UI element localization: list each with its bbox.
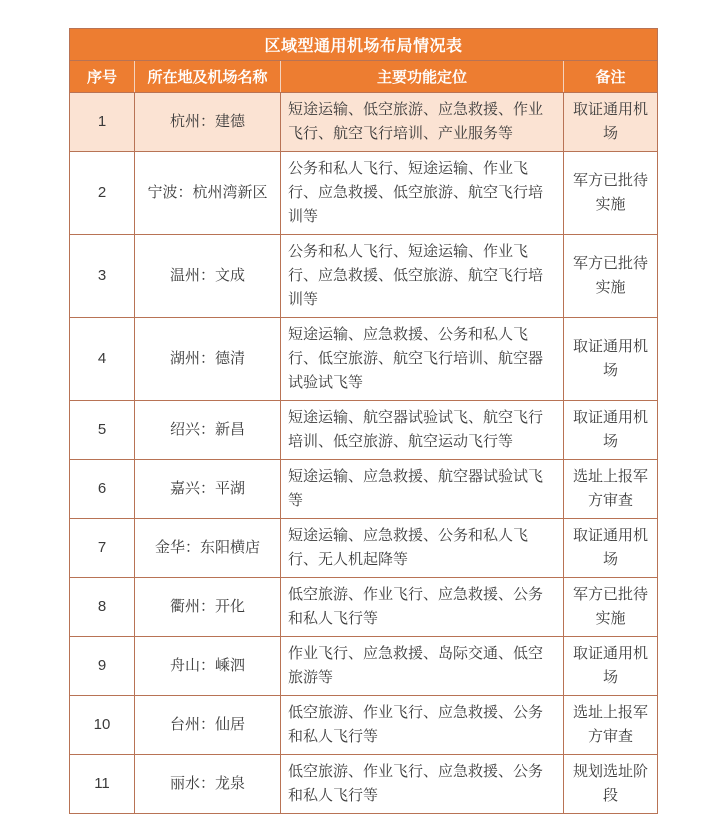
- airport-name-cell: 金华：东阳横店: [134, 519, 280, 578]
- function-cell: 作业飞行、应急救援、岛际交通、低空旅游等: [280, 637, 563, 696]
- col-header-function: 主要功能定位: [280, 61, 563, 93]
- table-title: 区域型通用机场布局情况表: [69, 29, 657, 61]
- row-index-cell: 7: [69, 519, 134, 578]
- remark-cell: 取证通用机场: [563, 637, 657, 696]
- airport-name-cell: 湖州：德清: [134, 318, 280, 401]
- airport-table: [69, 28, 658, 814]
- col-header-location: 所在地及机场名称: [134, 61, 280, 93]
- remark-cell: 选址上报军方审查: [563, 460, 657, 519]
- row-index-cell: 6: [69, 460, 134, 519]
- remark-cell: 取证通用机场: [563, 401, 657, 460]
- title-row: [69, 29, 657, 61]
- airport-name-cell: 舟山：嵊泗: [134, 637, 280, 696]
- remark-cell: 军方已批待实施: [563, 578, 657, 637]
- function-cell: 短途运输、应急救援、公务和私人飞行、低空旅游、航空飞行培训、航空器试验试飞等: [280, 318, 563, 401]
- row-index-cell: 8: [69, 578, 134, 637]
- airport-name-cell: 台州：仙居: [134, 696, 280, 755]
- function-cell: 低空旅游、作业飞行、应急救援、公务和私人飞行等: [280, 578, 563, 637]
- table-row: [69, 401, 657, 460]
- row-index-cell: 4: [69, 318, 134, 401]
- table-row: [69, 152, 657, 235]
- row-index-cell: 11: [69, 755, 134, 814]
- remark-cell: 选址上报军方审查: [563, 696, 657, 755]
- row-index-cell: 2: [69, 152, 134, 235]
- function-cell: 短途运输、应急救援、航空器试验试飞等: [280, 460, 563, 519]
- remark-cell: 取证通用机场: [563, 93, 657, 152]
- airport-name-cell: 宁波：杭州湾新区: [134, 152, 280, 235]
- header-row: [69, 61, 657, 93]
- table-row: [69, 519, 657, 578]
- function-cell: 短途运输、应急救援、公务和私人飞行、无人机起降等: [280, 519, 563, 578]
- remark-cell: 军方已批待实施: [563, 152, 657, 235]
- table-row: [69, 318, 657, 401]
- row-index-cell: 1: [69, 93, 134, 152]
- remark-cell: 规划选址阶段: [563, 755, 657, 814]
- remark-cell: 军方已批待实施: [563, 235, 657, 318]
- airport-name-cell: 温州：文成: [134, 235, 280, 318]
- function-cell: 短途运输、低空旅游、应急救援、作业飞行、航空飞行培训、产业服务等: [280, 93, 563, 152]
- row-index-cell: 10: [69, 696, 134, 755]
- airport-name-cell: 杭州：建德: [134, 93, 280, 152]
- remark-cell: 取证通用机场: [563, 519, 657, 578]
- table-row: [69, 460, 657, 519]
- airport-name-cell: 丽水：龙泉: [134, 755, 280, 814]
- airport-name-cell: 嘉兴：平湖: [134, 460, 280, 519]
- function-cell: 公务和私人飞行、短途运输、作业飞行、应急救援、低空旅游、航空飞行培训等: [280, 235, 563, 318]
- remark-cell: 取证通用机场: [563, 318, 657, 401]
- row-index-cell: 3: [69, 235, 134, 318]
- airport-name-cell: 绍兴：新昌: [134, 401, 280, 460]
- airport-name-cell: 衢州：开化: [134, 578, 280, 637]
- table-row: [69, 637, 657, 696]
- col-header-remark: 备注: [563, 61, 657, 93]
- row-index-cell: 9: [69, 637, 134, 696]
- table-row: [69, 235, 657, 318]
- row-index-cell: 5: [69, 401, 134, 460]
- function-cell: 低空旅游、作业飞行、应急救援、公务和私人飞行等: [280, 755, 563, 814]
- table-body: [69, 93, 657, 814]
- table-row: [69, 755, 657, 814]
- table-row: [69, 578, 657, 637]
- function-cell: 短途运输、航空器试验试飞、航空飞行培训、低空旅游、航空运动飞行等: [280, 401, 563, 460]
- col-header-index: 序号: [69, 61, 134, 93]
- function-cell: 低空旅游、作业飞行、应急救援、公务和私人飞行等: [280, 696, 563, 755]
- table-row: [69, 93, 657, 152]
- table-row: [69, 696, 657, 755]
- function-cell: 公务和私人飞行、短途运输、作业飞行、应急救援、低空旅游、航空飞行培训等: [280, 152, 563, 235]
